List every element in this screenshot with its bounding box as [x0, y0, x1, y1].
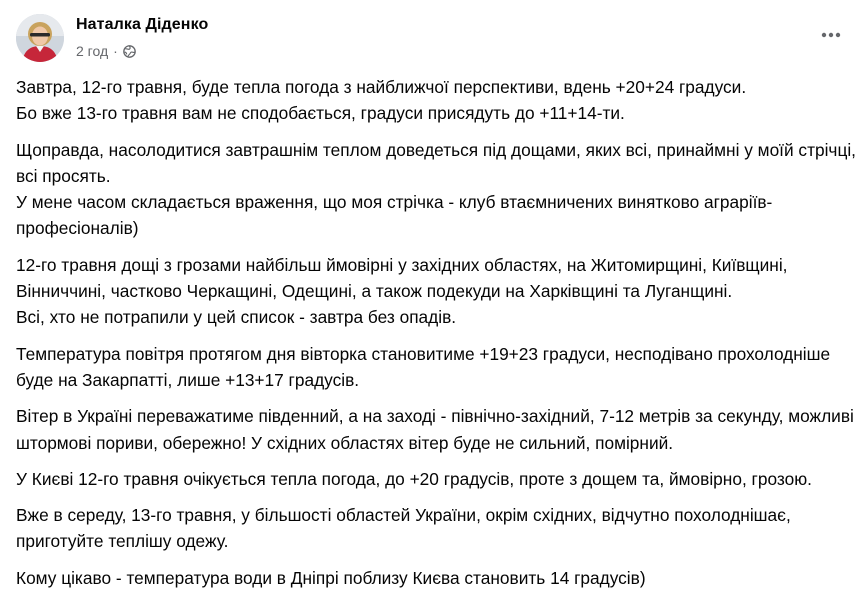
post-paragraph: Вже в середу, 13-го травня, у більшості областей України, окрім східних, відчутно похолоднішає, приготуйте теплішу одежу. [16, 505, 791, 552]
avatar-photo [16, 14, 64, 62]
post-paragraph: Вітер в Україні переважатиме південний, а на заході - північно-західний, 7-12 метрів за секунду, можливі штормові пориви, обережно! У східних областях вітер буде не сильний, помірний. [16, 406, 854, 453]
meta-separator: · [113, 43, 118, 59]
post-meta [76, 43, 136, 59]
post-paragraph: Щоправда, насолодитися завтрашнім теплом доведеться під дощами, яких всі, принаймні у моїй стрічці, всі просять. У мене часом складається враження, що моя стрічка - клуб втаємничених винятково аграріїв-професіоналів) [16, 139, 856, 239]
more-horizontal-icon[interactable] [817, 24, 845, 46]
post-paragraph: Температура повітря протягом дня вівторка становитиме +19+23 градуси, несподівано прохолодніше буде на Закарпатті, лише +13+17 градусів. [16, 343, 831, 390]
post-paragraph: Кому цікаво - температура води в Дніпрі поблизу Києва становить 14 градусів) [16, 567, 646, 588]
author-name[interactable]: Наталка Діденко [76, 16, 209, 33]
post-body [16, 74, 856, 601]
post-timestamp[interactable]: 2 год [76, 43, 109, 59]
post-header [16, 12, 849, 64]
post-paragraph: Завтра, 12-го травня, буде тепла погода з найближчої перспективи, вдень +20+24 градуси. Бо вже 13-го травня вам не сподобається, градуси присядуть до +11+14-ти. [16, 77, 747, 124]
post-paragraph: 12-го травня дощі з грозами найбільш ймовірні у західних областях, на Житомирщині, Київщині, Вінниччині, частково Черкащині, Одещині, а також подекуди на Харківщині та Луганщині. Всі, хто не потрапили у цей список - завтра без опадів. [16, 254, 788, 328]
avatar[interactable] [16, 14, 64, 62]
post-paragraph: У Києві 12-го травня очікується тепла погода, до +20 градусів, проте з дощем та, ймовірно, грозою. [16, 468, 812, 489]
globe-icon[interactable] [123, 45, 136, 58]
